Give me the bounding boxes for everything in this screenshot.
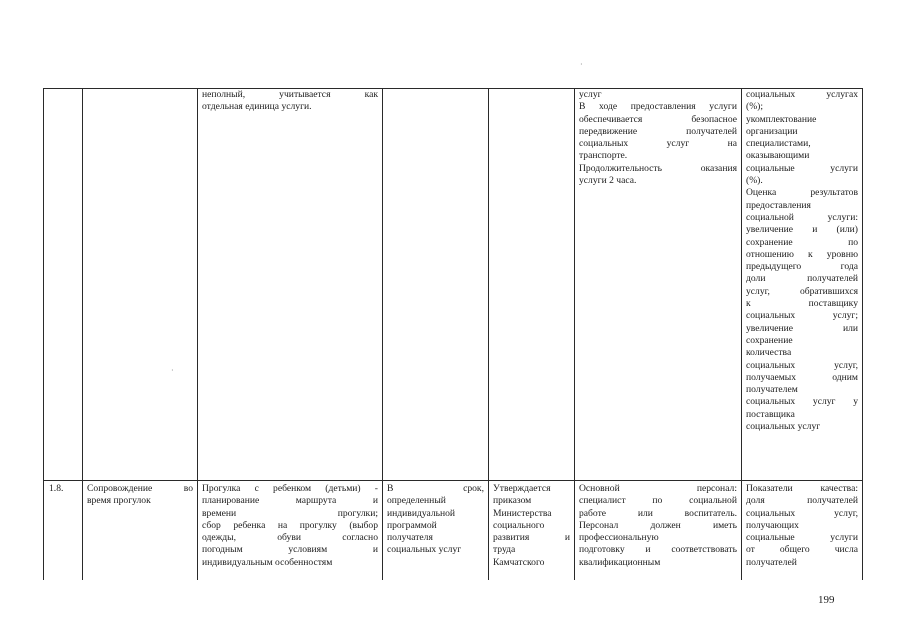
- cell-text-line: (%).: [746, 175, 763, 187]
- cell-text-line: Показатели качества:: [746, 483, 858, 494]
- cell-text-line: Министерства: [493, 507, 552, 519]
- cell-text-line: увеличение или: [746, 322, 858, 334]
- cell-text-line: профессиональную: [579, 532, 659, 544]
- cell-text-line: социальных услуг,: [746, 507, 858, 519]
- cell-text-line: социальных услуг на: [579, 138, 737, 150]
- cell-text-line: социальных услуг,: [746, 359, 858, 371]
- cell-text-line: индивидуальной: [387, 507, 456, 519]
- cell-text-line: индивидуальным особенностям: [202, 556, 333, 568]
- cell-text-line: времени прогулки;: [202, 507, 378, 519]
- cell-text-line: увеличение и (или): [746, 224, 858, 236]
- top-row-col7-cell: [746, 89, 858, 433]
- cell-text-line: Сопровождение во: [87, 483, 193, 494]
- cell-text-line: Оценка результатов: [746, 187, 858, 199]
- cell-text-line: Персонал должен иметь: [579, 519, 737, 531]
- cell-text-line: сбор ребенка на прогулку (выбор: [202, 519, 378, 531]
- cell-text-line: время прогулок: [87, 495, 151, 507]
- cell-text-line: от общего числа: [746, 544, 858, 556]
- cell-text-line: социального: [493, 519, 545, 531]
- cell-text-line: передвижение получателей: [579, 125, 737, 137]
- col-border: [574, 88, 575, 580]
- cell-text-line: к поставщику: [746, 298, 858, 310]
- cell-text-line: социальные услуги: [746, 532, 858, 544]
- cell-text-line: социальных услуг;: [746, 310, 858, 322]
- cell-text-line: социальных услуг: [387, 544, 462, 556]
- cell-text-line: предоставления: [746, 199, 811, 211]
- scan-speck: ·: [171, 366, 174, 375]
- cell-text-line: укомплектование: [746, 113, 817, 125]
- cell-text-line: предыдущего года: [746, 261, 858, 273]
- cell-text-line: (%);: [746, 101, 764, 113]
- row-1-8-conditions-cell: [579, 483, 737, 569]
- cell-text-line: социальных услугах: [746, 89, 858, 100]
- col-border: [197, 88, 198, 580]
- col-border: [382, 88, 383, 580]
- row-1-8-description-cell: [202, 483, 378, 569]
- row-1-8-number-cell: [49, 483, 79, 495]
- cell-text-line: социальные услуги: [746, 162, 858, 174]
- cell-text-line: погодным условиям и: [202, 544, 378, 556]
- cell-text-line: организации: [746, 125, 798, 137]
- cell-text-line: получающих: [746, 519, 799, 531]
- table-top-border: [43, 88, 863, 89]
- row-1-8-service-name-cell: [87, 483, 193, 508]
- cell-text-line: специалист по социальной: [579, 495, 737, 507]
- cell-text-line: получаемых одним: [746, 371, 858, 383]
- cell-text-line: оказывающими: [746, 150, 810, 162]
- cell-text-line: отношению к уровню: [746, 248, 858, 260]
- col-border: [741, 88, 742, 580]
- cell-text-line: работе или воспитатель.: [579, 507, 737, 519]
- cell-text-line: получателей: [746, 556, 797, 568]
- cell-text-line: социальной услуги:: [746, 211, 858, 223]
- cell-text-line: Прогулка с ребенком (детьми) -: [202, 483, 378, 494]
- cell-text-line: В ходе предоставления услуги: [579, 101, 737, 113]
- cell-text-line: В срок,: [387, 483, 484, 494]
- cell-text-line: получателем: [746, 384, 798, 396]
- cell-text-line: услуг: [579, 89, 602, 100]
- cell-text-line: услуги 2 часа.: [579, 175, 637, 187]
- cell-text-line: развития и: [493, 532, 570, 544]
- cell-text-line: услуг, обратившихся: [746, 285, 858, 297]
- col-border: [862, 88, 863, 580]
- cell-text-line: отдельная единица услуги.: [202, 101, 312, 113]
- col-border: [488, 88, 489, 580]
- col-border: [43, 88, 44, 580]
- top-row-col3-cell: [202, 89, 378, 114]
- cell-text-line: получателя: [387, 532, 433, 544]
- page-number: 199: [818, 594, 835, 606]
- cell-text-line: транспорте.: [579, 150, 628, 162]
- cell-text-line: труда: [493, 544, 516, 556]
- row-separator: [43, 480, 863, 481]
- cell-text-line: 1.8.: [49, 483, 64, 494]
- cell-text-line: приказом: [493, 495, 532, 507]
- cell-text-line: социальных услуг у: [746, 396, 858, 408]
- cell-text-line: Камчатского: [493, 556, 545, 568]
- cell-text-line: сохранение по: [746, 236, 858, 248]
- cell-text-line: количества: [746, 347, 792, 359]
- cell-text-line: доля получателей: [746, 495, 858, 507]
- cell-text-line: сохранение: [746, 334, 793, 346]
- row-1-8-quality-cell: [746, 483, 858, 569]
- row-1-8-deadline-cell: [387, 483, 484, 557]
- col-border: [82, 88, 83, 580]
- cell-text-line: неполный, учитывается как: [202, 89, 378, 100]
- cell-text-line: Основной персонал:: [579, 483, 737, 494]
- row-1-8-tariff-cell: [493, 483, 570, 569]
- cell-text-line: программой: [387, 519, 437, 531]
- cell-text-line: Утверждается: [493, 483, 551, 494]
- cell-text-line: доли получателей: [746, 273, 858, 285]
- cell-text-line: планирование маршрута и: [202, 495, 378, 507]
- cell-text-line: определенный: [387, 495, 446, 507]
- scan-speck: ·: [580, 60, 583, 69]
- cell-text-line: обеспечивается безопасное: [579, 113, 737, 125]
- cell-text-line: Продолжительность оказания: [579, 162, 737, 174]
- top-row-col6-cell: [579, 89, 737, 187]
- cell-text-line: одежды, обуви согласно: [202, 532, 378, 544]
- cell-text-line: социальных услуг: [746, 421, 821, 433]
- cell-text-line: поставщика: [746, 408, 795, 420]
- cell-text-line: подготовку и соответствовать: [579, 544, 737, 556]
- cell-text-line: специалистами,: [746, 138, 811, 150]
- cell-text-line: квалификационным: [579, 556, 661, 568]
